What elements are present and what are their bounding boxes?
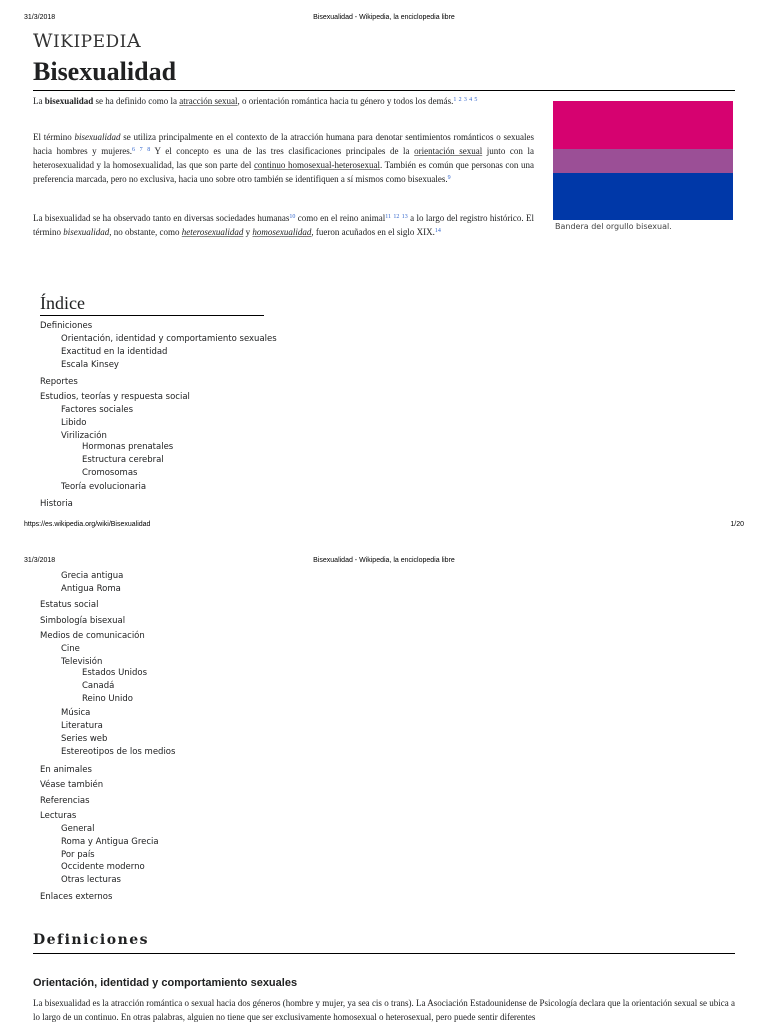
ref-link[interactable]: 14	[434, 228, 441, 234]
intro-paragraph-2: El término bisexualidad se utiliza principalmente en el contexto de la atracción humana para denotar sentimientos románticos o sexuales hacia hombres y mujeres.$^6$ $^7$ $^8$ Y el concepto es una de las tres clasificaciones principales de la orientación sexual junto con la heterosexualidad y la homosexualidad, las que son parte del continuo homosexual-heterosexual. También es común que personas con una preferencia marcada, pero no exclusiva, hacia uno sobre otro también se identifiquen a sí mismos como bisexuales.$^9$	[33, 132, 534, 184]
toc-item[interactable]: Cromosomas	[82, 468, 138, 478]
flag-stripe-blue	[553, 173, 733, 220]
toc-item[interactable]: Occidente moderno	[61, 862, 145, 872]
ref-link[interactable]: 2	[458, 97, 462, 103]
ref-link[interactable]: 13	[401, 214, 408, 220]
flag-stripe-pink	[553, 101, 733, 149]
toc-item[interactable]: Exactitud en la identidad	[61, 347, 168, 357]
ref-link[interactable]: 1	[453, 97, 457, 103]
ref-link[interactable]: 12	[393, 214, 400, 220]
ref-link[interactable]: 9	[447, 175, 451, 181]
print-url: https://es.wikipedia.org/wiki/Bisexualidad	[24, 521, 151, 528]
link-continuo[interactable]: continuo homosexual-heterosexual	[253, 160, 380, 170]
link-homosexualidad[interactable]: homosexualidad	[252, 227, 312, 237]
toc-item[interactable]: Medios de comunicación	[40, 631, 145, 641]
toc-item[interactable]: Escala Kinsey	[61, 360, 119, 370]
wikipedia-wordmark[interactable]: WIKIPEDIA	[33, 30, 142, 52]
link-orientacion-sexual[interactable]: orientación sexual	[414, 146, 483, 156]
toc-title: Índice	[40, 292, 264, 316]
toc-item[interactable]: Canadá	[82, 681, 115, 691]
flag-caption: Bandera del orgullo bisexual.	[555, 222, 672, 231]
toc-item[interactable]: Véase también	[40, 780, 104, 790]
toc-item[interactable]: Por país	[61, 850, 95, 860]
link-atraccion-sexual[interactable]: atracción sexual	[179, 96, 238, 106]
intro-paragraph-1: La bisexualidad se ha definido como la atracción sexual, o orientación romántica hacia tu género y todos los demás.$^1$ $^2$ $^3$ $^4$ $^5$	[33, 96, 478, 106]
toc-item[interactable]: Factores sociales	[61, 405, 134, 415]
link-heterosexualidad[interactable]: heterosexualidad	[181, 227, 244, 237]
toc-item[interactable]: Definiciones	[40, 321, 93, 331]
toc-item[interactable]: Lecturas	[40, 811, 77, 821]
toc-item[interactable]: Estereotipos de los medios	[61, 747, 176, 757]
toc-item[interactable]: Estados Unidos	[82, 668, 148, 678]
toc-item[interactable]: Roma y Antigua Grecia	[61, 837, 159, 847]
bisexual-pride-flag[interactable]	[553, 101, 733, 220]
body-paragraph: La bisexualidad es la atracción romántica o sexual hacia dos géneros (hombre y mujer, ya sea cis o trans). La Asociación Estadounidense de Psicología declara que la orientación sexual se ubica a lo largo de un continuo. En otras palabras, alguien no tiene que ser exclusivamente homosexual o heterosexual, pero puede sentir diferentes	[33, 998, 735, 1022]
intro-paragraph-3: La bisexualidad se ha observado tanto en diversas sociedades humanas$^{10}$ como en el reino animal$^{11}$ $^{12}$ $^{13}$ a lo largo del registro histórico. El término bisexualidad, no obstante, como heterosexualidad y homosexualidad, fueron acuñados en el siglo XIX.$^{14}$	[33, 213, 535, 237]
print-date: 31/3/2018	[24, 14, 56, 21]
toc-item[interactable]: Teoría evolucionaria	[61, 482, 147, 492]
toc-item[interactable]: Reino Unido	[82, 694, 133, 704]
toc-item[interactable]: Reportes	[40, 377, 78, 387]
toc-item[interactable]: En animales	[40, 765, 92, 775]
toc-item[interactable]: Enlaces externos	[40, 892, 113, 902]
toc-item[interactable]: Estatus social	[40, 600, 99, 610]
toc-item[interactable]: Estructura cerebral	[82, 455, 164, 465]
toc-item[interactable]: Historia	[40, 499, 73, 509]
print-page-number: 1/20	[730, 521, 744, 528]
toc-item[interactable]: General	[61, 824, 95, 834]
ref-link[interactable]: 3	[463, 97, 467, 103]
toc-item[interactable]: Antigua Roma	[61, 584, 121, 594]
ref-link[interactable]: 10	[289, 214, 296, 220]
print-doc-title: Bisexualidad - Wikipedia, la enciclopedia libre	[313, 14, 455, 21]
toc-item[interactable]: Estudios, teorías y respuesta social	[40, 392, 190, 402]
toc-item[interactable]: Hormonas prenatales	[82, 442, 174, 452]
toc-item[interactable]: Virilización	[61, 431, 107, 441]
subsection-title: Orientación, identidad y comportamiento sexuales	[33, 977, 298, 989]
toc-item[interactable]: Televisión	[61, 657, 103, 667]
ref-link[interactable]: 8	[147, 147, 151, 153]
ref-link[interactable]: 6	[132, 147, 135, 153]
toc-item[interactable]: Libido	[61, 418, 87, 428]
toc-item[interactable]: Música	[61, 708, 91, 718]
ref-link[interactable]: 11	[385, 214, 392, 220]
ref-link[interactable]: 4	[469, 97, 473, 103]
toc-item[interactable]: Orientación, identidad y comportamiento sexuales	[61, 334, 277, 344]
flag-stripe-purple	[553, 149, 733, 173]
ref-link[interactable]: 5	[474, 97, 478, 103]
toc-item[interactable]: Cine	[61, 644, 80, 654]
toc-item[interactable]: Literatura	[61, 721, 103, 731]
section-title: Definiciones	[33, 930, 735, 954]
toc-item[interactable]: Series web	[61, 734, 108, 744]
print-doc-title: Bisexualidad - Wikipedia, la enciclopedia libre	[313, 557, 455, 564]
print-date: 31/3/2018	[24, 557, 56, 564]
toc-item[interactable]: Referencias	[40, 796, 90, 806]
ref-link[interactable]: 7	[139, 147, 143, 153]
toc-item[interactable]: Otras lecturas	[61, 875, 121, 885]
page-title: Bisexualidad	[33, 56, 735, 91]
toc-item[interactable]: Grecia antigua	[61, 571, 124, 581]
toc-item[interactable]: Simbología bisexual	[40, 616, 126, 626]
